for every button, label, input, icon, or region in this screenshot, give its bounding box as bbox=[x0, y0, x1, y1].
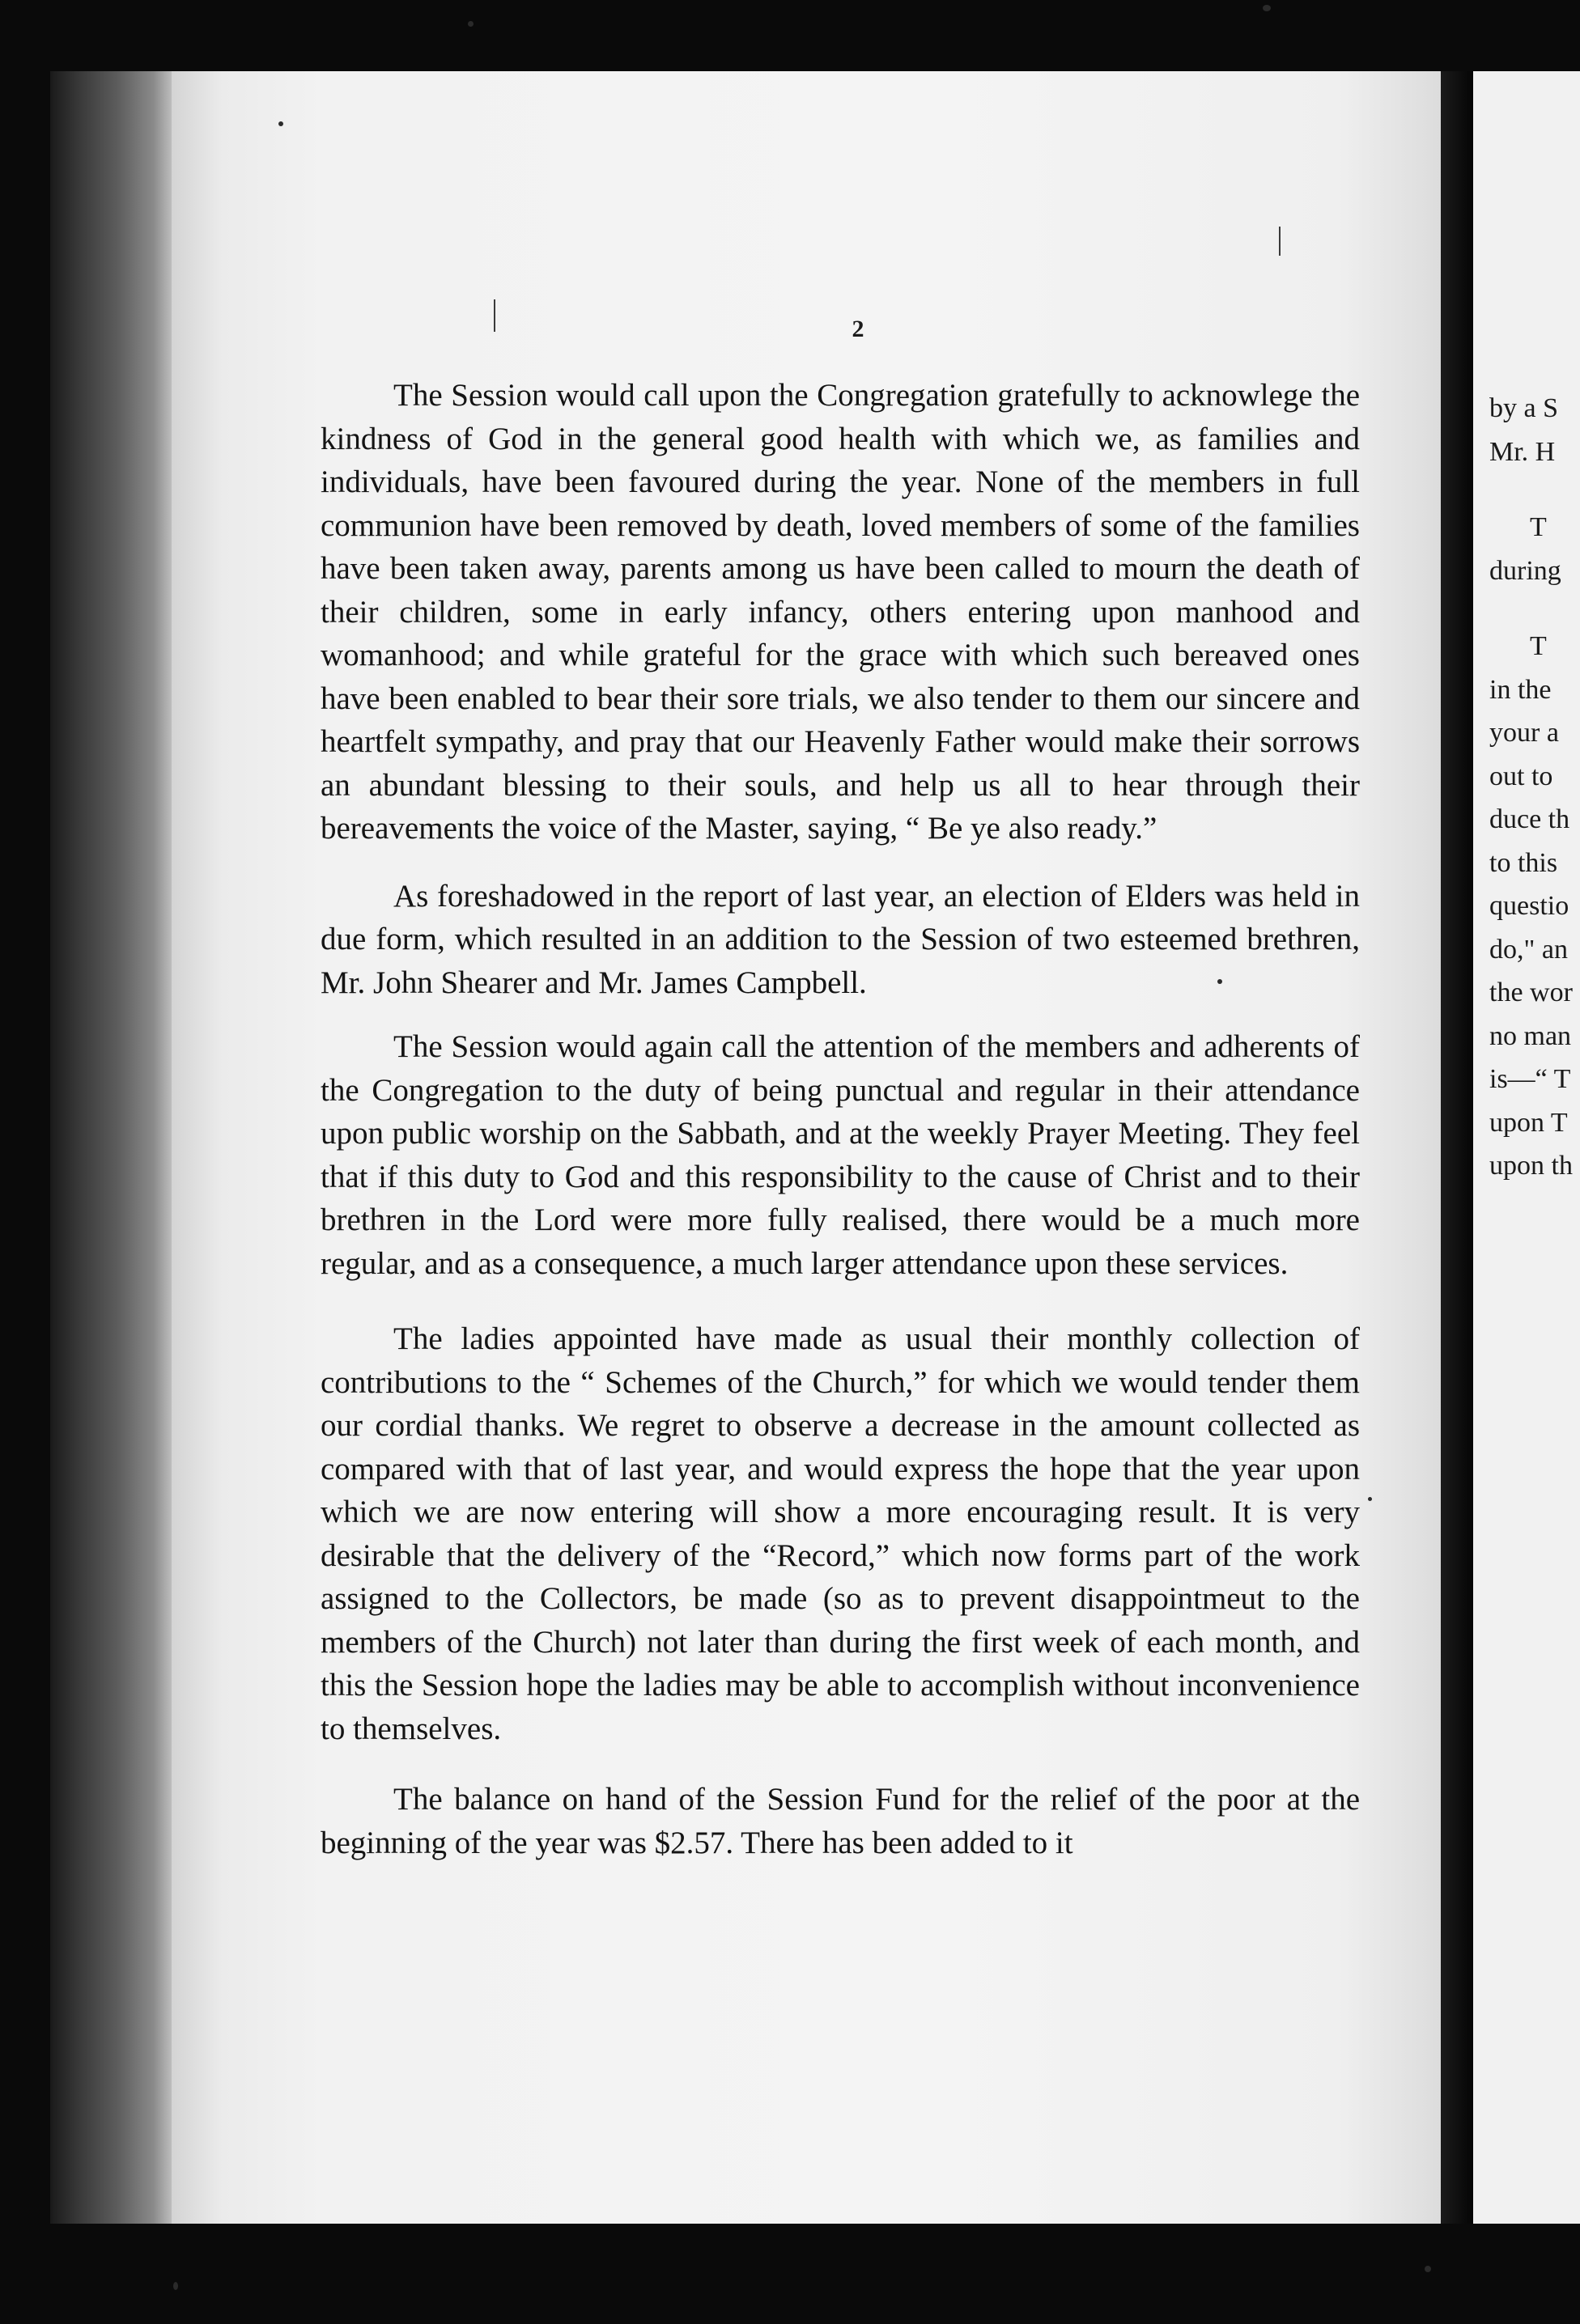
facing-page bbox=[1473, 71, 1580, 2224]
facing-line: out to bbox=[1489, 761, 1553, 791]
paragraph-elders: As foreshadowed in the report of last year, an election of Elders was held in due form, which resulted in an addition to the Session of two esteemed brethren, Mr. John Shearer and Mr. James Campbell. bbox=[321, 878, 1360, 1000]
paragraph-health: The Session would call upon the Congregation gratefully to acknowlege the kindness of God in the general good health with which we, as families and individuals, have been favoured during the year. None of the members in full communion have been removed by death, loved members of some of the families have been taken away, parents among us have been called to mourn the death of their children, some in early infancy, others entering upon manhood and womanhood; and while grateful for the grace with which such bereaved ones have been enabled to bear their sore trials, we also tender to them our sincere and heartfelt sympathy, and pray that our Heavenly Father would make their sorrows an abundant blessing to their souls, and help us all to hear through their bereavements the voice of the Master, saying, “ Be ye also ready.” bbox=[321, 378, 1360, 846]
facing-line: your a bbox=[1489, 718, 1559, 748]
dust-speck bbox=[278, 121, 283, 126]
book-spine bbox=[50, 71, 172, 2224]
facing-line: in the bbox=[1489, 674, 1552, 705]
facing-line: is—“ T bbox=[1489, 1064, 1571, 1094]
facing-line: Mr. H bbox=[1489, 436, 1556, 467]
page-scratch bbox=[1279, 227, 1281, 256]
dust-speck bbox=[468, 21, 474, 27]
facing-line: to this bbox=[1489, 847, 1558, 878]
dust-speck bbox=[1263, 5, 1271, 11]
paragraph-attendance: The Session would again call the attention of the members and adherents of the Congregation to the duty of being punctual and regular in their attendance upon public worship on the Sabbath, and at the weekly Prayer Meeting. They feel that if this duty to God and this responsibility to the cause of Christ and to their brethren in the Lord were more fully realised, there would be a much more regular, and as a consequence, a much larger attendance upon these services. bbox=[321, 1029, 1360, 1281]
facing-line: upon th bbox=[1489, 1151, 1573, 1181]
page-gutter bbox=[1441, 71, 1473, 2224]
facing-line: the wor bbox=[1489, 978, 1573, 1007]
facing-line-gap bbox=[1489, 473, 1580, 506]
facing-line: upon T bbox=[1489, 1107, 1568, 1138]
dust-speck bbox=[1425, 2266, 1431, 2272]
facing-line: by a S bbox=[1489, 393, 1558, 423]
facing-line: no man bbox=[1489, 1020, 1572, 1051]
facing-line: during bbox=[1489, 555, 1561, 586]
page-number: 2 bbox=[852, 316, 864, 342]
facing-line: duce th bbox=[1489, 804, 1570, 834]
paragraph-session-fund: The balance on hand of the Session Fund for the relief of the poor at the beginning of the year was $2.57. There has been added to it bbox=[321, 1782, 1360, 1860]
facing-line: T bbox=[1530, 631, 1547, 661]
dust-speck bbox=[173, 2282, 178, 2290]
facing-line: do," an bbox=[1489, 934, 1568, 965]
dust-speck bbox=[1368, 1497, 1372, 1501]
paragraph-collections: The ladies appointed have made as usual their monthly collection of contributions to the “ Schemes of the Church,” for which we would tender them our cordial thanks. We regret to observe a decrease in the amount collected as compared with that of last year, and would express the hope that the year upon which we are now entering will show a more encouraging result. It is very desirable that the delivery of the “Record,” which now forms part of the work assigned to the Collectors, be made (so as to prevent disappointmeut to the members of the Church) not later than during the first week of each month, and this the Session hope the ladies may be able to accomplish without inconvenience to themselves. bbox=[321, 1321, 1360, 1746]
facing-line-gap bbox=[1489, 592, 1580, 625]
page-scratch bbox=[494, 299, 495, 332]
facing-line: questio bbox=[1489, 891, 1569, 921]
page-body bbox=[321, 374, 1360, 1864]
dust-speck bbox=[1217, 979, 1222, 984]
facing-line: T bbox=[1530, 512, 1547, 542]
facing-page-text bbox=[1489, 387, 1580, 1188]
